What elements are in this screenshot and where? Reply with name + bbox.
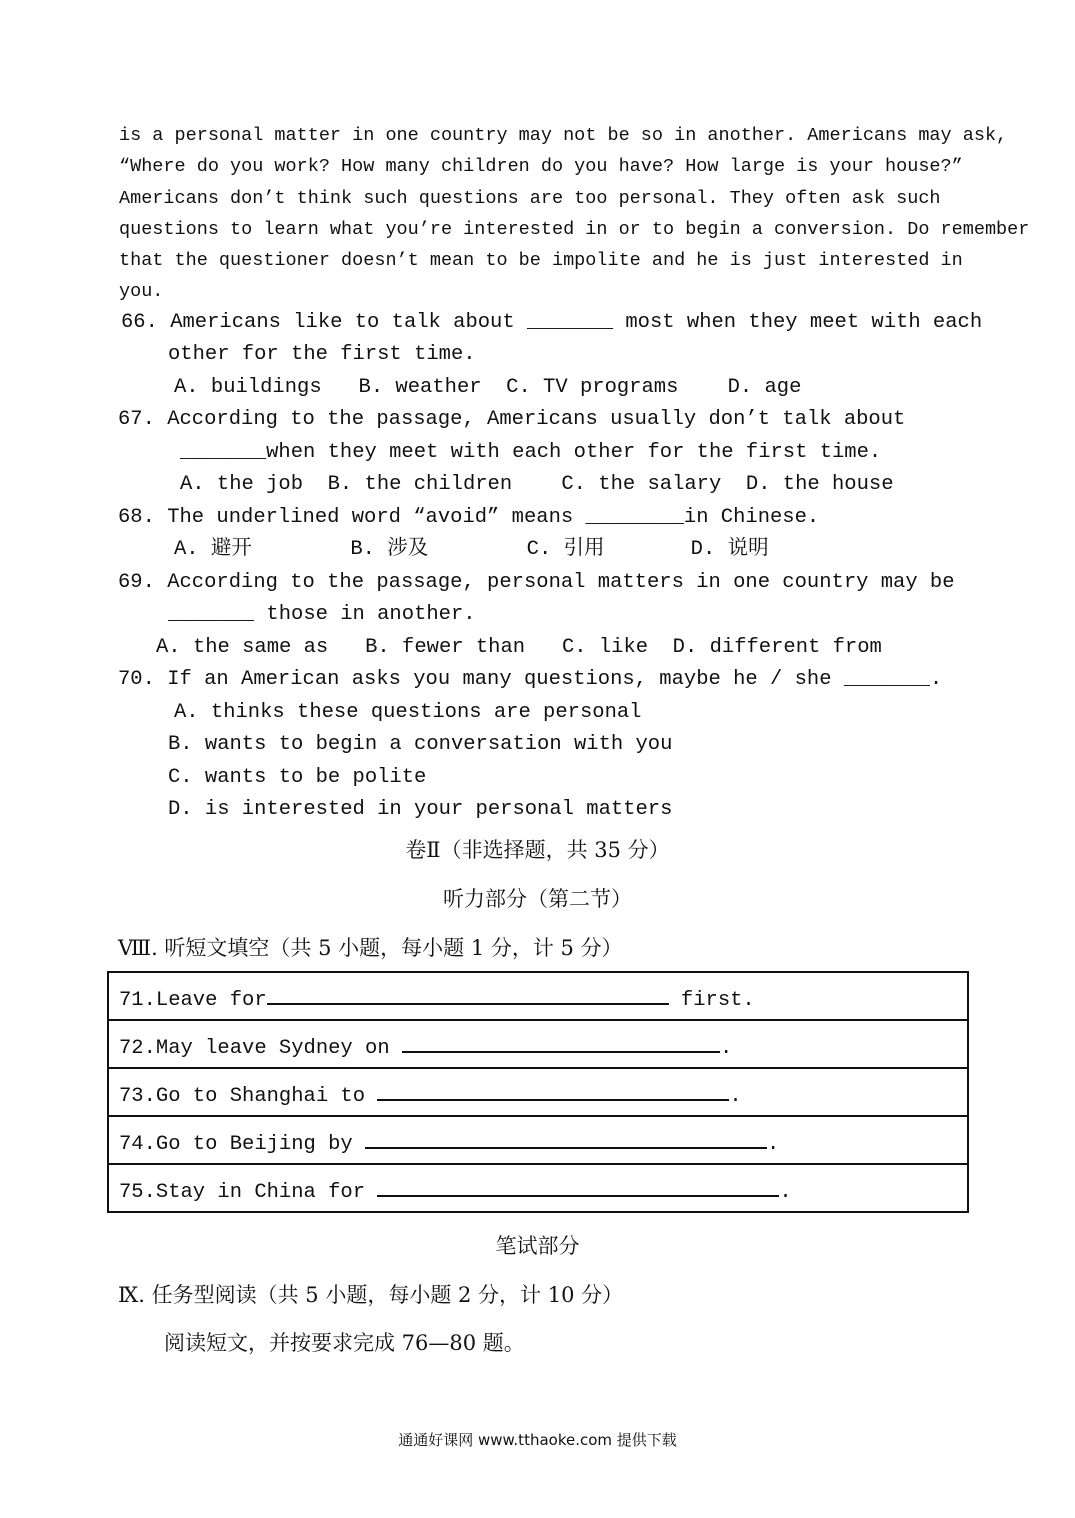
passage-line-6: you. xyxy=(119,281,164,302)
question-69-continued: _______ those in another. xyxy=(168,603,476,626)
row-75-suffix: . xyxy=(779,1180,792,1204)
passage-line-4: questions to learn what you’re interested in or to begin a conversion. Do remember xyxy=(119,219,1030,240)
listening-title: 听力部分（第二节） xyxy=(443,887,632,911)
row-71-suffix: first. xyxy=(668,988,755,1012)
page-footer: 通通好课网 www.tthaoke.com 提供下载 xyxy=(398,1431,677,1449)
passage-line-1: is a personal matter in one country may not be so in another. Americans may ask, xyxy=(119,125,1008,146)
listening-fill-table xyxy=(107,971,969,1213)
row-74-suffix: . xyxy=(767,1132,780,1156)
question-69-options: A. the same as B. fewer than C. like D. different from xyxy=(156,636,882,659)
part-8-title: Ⅷ. 听短文填空（共 5 小题，每小题 1 分，计 5 分） xyxy=(118,936,623,960)
question-70-option-a: A. thinks these questions are personal xyxy=(174,701,642,724)
answer-blank-75[interactable] xyxy=(377,1173,779,1197)
row-71-label: 71.Leave for xyxy=(119,988,267,1012)
part-9-title: Ⅸ. 任务型阅读（共 5 小题，每小题 2 分，计 10 分） xyxy=(118,1283,624,1307)
table-row xyxy=(108,1068,968,1116)
passage-line-5: that the questioner doesn’t mean to be impolite and he is just interested in xyxy=(119,250,963,271)
question-68-options: A. 避开 B. 涉及 C. 引用 D. 说明 xyxy=(174,538,769,561)
question-66: 66. Americans like to talk about _______ most when they meet with each xyxy=(121,311,983,334)
question-67: 67. According to the passage, Americans usually don’t talk about xyxy=(118,408,906,431)
row-72-label: 72.May leave Sydney on xyxy=(119,1036,402,1060)
table-row xyxy=(108,1020,968,1068)
table-row xyxy=(108,972,968,1020)
passage-line-2: “Where do you work? How many children do you have? How large is your house?” xyxy=(119,156,963,177)
question-67-options: A. the job B. the children C. the salary D. the house xyxy=(180,473,894,496)
table-row xyxy=(108,1116,968,1164)
question-70: 70. If an American asks you many questions, maybe he / she _______. xyxy=(118,668,943,691)
row-75-label: 75.Stay in China for xyxy=(119,1180,378,1204)
answer-blank-71[interactable] xyxy=(267,981,669,1005)
question-70-option-b: B. wants to begin a conversation with you xyxy=(168,733,673,756)
question-66-continued: other for the first time. xyxy=(168,343,476,366)
question-70-option-c: C. wants to be polite xyxy=(168,766,427,789)
table-row xyxy=(108,1164,968,1212)
answer-blank-74[interactable] xyxy=(365,1125,767,1149)
row-73-label: 73.Go to Shanghai to xyxy=(119,1084,378,1108)
row-72-suffix: . xyxy=(719,1036,733,1060)
question-70-option-d: D. is interested in your personal matters xyxy=(168,798,673,821)
passage-line-3: Americans don’t think such questions are too personal. They often ask such xyxy=(119,188,941,209)
question-68: 68. The underlined word “avoid” means ________in Chinese. xyxy=(118,506,820,529)
row-74-label: 74.Go to Beijing by xyxy=(119,1132,366,1156)
written-section-title: 笔试部分 xyxy=(495,1234,580,1258)
question-69: 69. According to the passage, personal matters in one country may be xyxy=(118,571,955,594)
part-9-instruction: 阅读短文，并按要求完成 76—80 题。 xyxy=(164,1331,525,1355)
row-73-suffix: . xyxy=(729,1084,742,1108)
answer-blank-73[interactable] xyxy=(377,1077,729,1101)
answer-blank-72[interactable] xyxy=(402,1029,720,1053)
section-2-title: 卷Ⅱ（非选择题，共 35 分） xyxy=(405,838,670,862)
question-66-options: A. buildings B. weather C. TV programs D. age xyxy=(174,376,802,399)
question-67-continued: _______when they meet with each other for the first time. xyxy=(180,441,882,464)
